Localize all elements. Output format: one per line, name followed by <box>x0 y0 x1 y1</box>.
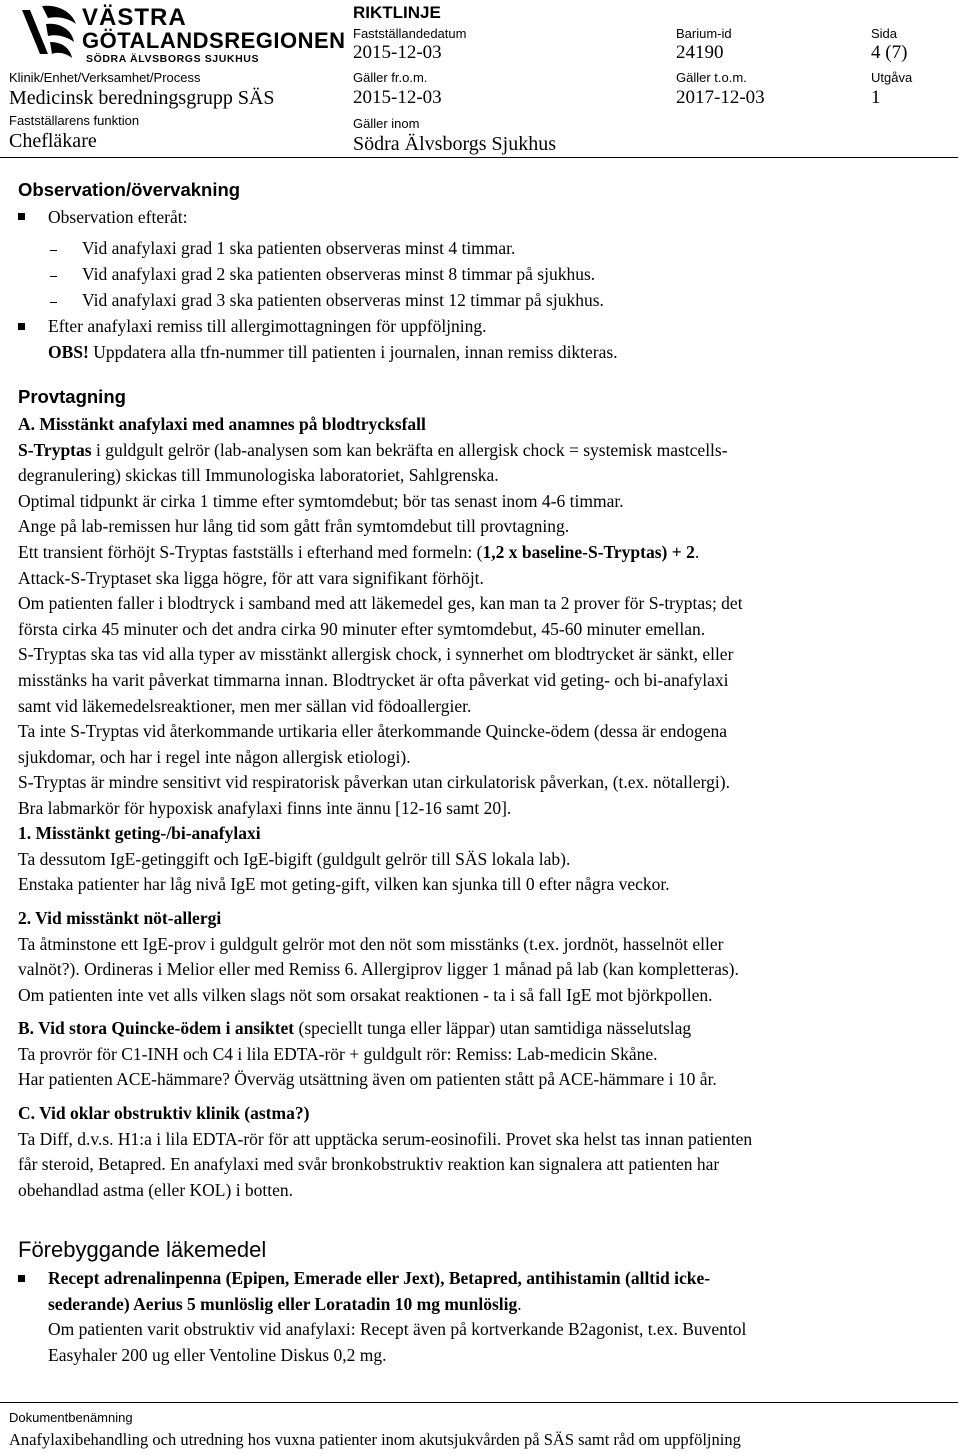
funktion-value: Chefläkare <box>9 130 97 152</box>
galler-from-value: 2015-12-03 <box>353 87 442 108</box>
text-line: Bra labmarkör för hypoxisk anafylaxi finns inte ännu [12-16 samt 20]. <box>18 797 512 818</box>
prov-section-b <box>18 1016 948 1093</box>
obs-note <box>48 340 618 366</box>
prov-section-c <box>18 1101 948 1203</box>
faststallandedatum-label: Fastställandedatum <box>353 26 467 41</box>
text-line: Ett transient förhöjt S-Tryptas fastställs i efterhand med formeln: ( <box>18 541 483 562</box>
prov-1-heading: 1. Misstänkt geting-/bi-anafylaxi <box>18 823 261 843</box>
footer-label: Dokumentbenämning <box>9 1410 133 1425</box>
text-line: valnöt?). Ordineras i Melior eller med Remiss 6. Allergiprov ligger 1 månad på lab (kan kompletteras). <box>18 959 739 980</box>
footer-divider <box>0 1402 958 1403</box>
prov-section-2 <box>18 906 948 1008</box>
obs-bullet-1: Observation efteråt: <box>48 207 188 227</box>
text-line: degranulering) skickas till Immunologiska laboratoriet, Sahlgrenska. <box>18 465 499 486</box>
text-line: Ange på lab-remissen hur lång tid som gått från symtomdebut till provtagning. <box>18 516 570 537</box>
obs-dash-1: Vid anafylaxi grad 1 ska patienten observeras minst 4 timmar. <box>82 238 516 258</box>
text-line: . <box>517 1293 522 1314</box>
prev-line-3: Om patienten varit obstruktiv vid anafylaxi: Recept även på kortverkande B2agonist, t.ex. Buventol <box>48 1319 747 1340</box>
text-line: obehandlad astma (eller KOL) i botten. <box>18 1179 294 1200</box>
logo-line3: SÖDRA ÄLVSBORGS SJUKHUS <box>86 53 260 65</box>
text-line: misstänks ha varit påverkat timmarna innan. Blodtrycket är ofta påverkat vid geting- och bi-anafylaxi <box>18 669 729 690</box>
logo-line1: VÄSTRA <box>82 4 187 31</box>
text-line: Enstaka patienter har låg nivå IgE mot geting-gift, vilken kan sjunka till 0 efter några veckor. <box>18 874 670 895</box>
barium-value: 24190 <box>676 42 724 63</box>
obs-bullet-2: Efter anafylaxi remiss till allergimottagningen för uppföljning. <box>48 316 487 336</box>
prev-line-4: Easyhaler 200 ug eller Ventoline Diskus 0,2 mg. <box>48 1344 387 1365</box>
prov-section-1 <box>18 821 948 898</box>
text-line: Ta dessutom IgE-getinggift och IgE-bigift (guldgult gelrör till SÄS lokala lab). <box>18 848 571 869</box>
faststallandedatum-value: 2015-12-03 <box>353 42 442 63</box>
obs-dash-2: Vid anafylaxi grad 2 ska patienten observeras minst 8 timmar på sjukhus. <box>82 264 596 284</box>
text-line: Om patienten inte vet alls vilken slags nöt som orsakat reaktionen - ta i så fall IgE mot björkpollen. <box>18 984 713 1005</box>
text-line: S-Tryptas är mindre sensitivt vid respiratorisk påverkan utan cirkulatorisk påverkan, (t.ex. nötallergi). <box>18 772 730 793</box>
logo-line2: GÖTALANDSREGIONEN <box>82 28 346 53</box>
prov-a-bold: S-Tryptas <box>18 439 92 460</box>
galler-inom-label: Gäller inom <box>353 116 420 131</box>
text-line: Optimal tidpunkt är cirka 1 timme efter symtomdebut; bör tas senast inom 4-6 timmar. <box>18 490 624 511</box>
text-line: Har patienten ACE-hämmare? Överväg utsättning även om patienten stått på ACE-hämmare i 10 år. <box>18 1069 717 1090</box>
footer-title: Anafylaxibehandling och utredning hos vuxna patienter inom akutsjukvården på SÄS samt råd om uppföljning <box>9 1430 741 1449</box>
bullet-icon <box>18 323 25 330</box>
text-line: sjukdomar, och har i regel inte någon allergisk etiologi). <box>18 746 411 767</box>
text-line: S-Tryptas ska tas vid alla typer av misstänkt allergisk chock, i synnerhet om blodtrycket är sänkt, eller <box>18 644 734 665</box>
prov-c-heading: C. Vid oklar obstruktiv klinik (astma?) <box>18 1103 310 1123</box>
galler-inom-value: Södra Älvsborgs Sjukhus <box>353 133 556 155</box>
dash-icon <box>50 250 57 251</box>
klinik-label: Klinik/Enhet/Verksamhet/Process <box>9 70 201 85</box>
klinik-value: Medicinsk beredningsgrupp SÄS <box>9 87 275 109</box>
obs-dash-3: Vid anafylaxi grad 3 ska patienten observeras minst 12 timmar på sjukhus. <box>82 290 604 310</box>
region-logo <box>18 2 346 66</box>
text-line: samt vid läkemedelsreaktioner, men mer sällan vid födoallergier. <box>18 695 472 716</box>
prev-text <box>48 1266 746 1368</box>
text-line: första cirka 45 minuter och det andra cirka 90 minuter efter symtomdebut, 45-60 minuter emellan. <box>18 618 706 639</box>
region-logo-icon <box>18 2 80 64</box>
obs-heading: Observation/övervakning <box>18 179 241 200</box>
prev-line-1: Recept adrenalinpenna (Epipen, Emerade eller Jext), Betapred, antihistamin (alltid icke- <box>48 1268 711 1288</box>
prov-b-heading: B. Vid stora Quincke-ödem i ansiktet <box>18 1018 295 1038</box>
prev-line-2: sederande) Aerius 5 munlöslig eller Loratadin 10 mg munlöslig <box>48 1293 518 1314</box>
formula: 1,2 x baseline-S-Tryptas) + 2 <box>482 541 695 562</box>
galler-to-label: Gäller t.o.m. <box>676 70 747 85</box>
utgava-label: Utgåva <box>871 70 913 85</box>
prov-heading: Provtagning <box>18 386 126 407</box>
text-line: Ta provrör för C1-INH och C4 i lila EDTA-rör + guldgult rör: Remiss: Lab-medicin Skåne. <box>18 1043 658 1064</box>
dash-icon <box>50 276 57 277</box>
header-divider <box>0 157 958 158</box>
bullet-icon <box>18 1275 25 1282</box>
text-line: Ta åtminstone ett IgE-prov i guldgult gelrör mot den nöt som misstänks (t.ex. jordnöt, hasselnöt eller <box>18 933 724 954</box>
text-line: . <box>694 541 700 562</box>
galler-from-label: Gäller fr.o.m. <box>353 70 428 85</box>
obs-note-bold: OBS! <box>48 342 89 362</box>
text-line: Om patienten faller i blodtryck i samband med att läkemedel ges, kan man ta 2 prover för S-tryptas; det <box>18 593 743 614</box>
text-line: i guldgult gelrör (lab-analysen som kan bekräfta en allergisk chock = systemisk mastcells- <box>91 439 728 460</box>
barium-label: Barium-id <box>676 26 732 41</box>
text-line: får steroid, Betapred. En anafylaxi med svår bronkobstruktiv reaktion kan signalera att patienten har <box>18 1154 720 1175</box>
galler-to-value: 2017-12-03 <box>676 87 765 108</box>
text-line: Attack-S-Tryptaset ska ligga högre, för att vara signifikant förhöjt. <box>18 567 484 588</box>
dash-icon <box>50 302 57 303</box>
funktion-label: Fastställarens funktion <box>9 113 140 128</box>
prov-section-a <box>18 412 948 822</box>
text-line: Ta Diff, d.v.s. H1:a i lila EDTA-rör för att upptäcka serum-eosinofili. Provet ska helst tas innan patienten <box>18 1128 753 1149</box>
sida-label: Sida <box>871 26 898 41</box>
prov-a-heading: A. Misstänkt anafylaxi med anamnes på blodtrycksfall <box>18 414 426 434</box>
text-line: (speciellt tunga eller läppar) utan samtidiga nässelutslag <box>294 1018 692 1038</box>
sida-value: 4 (7) <box>871 42 908 63</box>
bullet-icon <box>18 213 25 220</box>
prev-heading: Förebyggande läkemedel <box>18 1237 267 1262</box>
obs-note-text: Uppdatera alla tfn-nummer till patienten i journalen, innan remiss dikteras. <box>88 342 618 362</box>
utgava-value: 1 <box>871 87 881 108</box>
prov-2-heading: 2. Vid misstänkt nöt-allergi <box>18 908 222 928</box>
text-line: Ta inte S-Tryptas vid återkommande urtikaria eller återkommande Quincke-ödem (dessa är endogena <box>18 721 728 742</box>
doc-type: RIKTLINJE <box>353 3 441 22</box>
